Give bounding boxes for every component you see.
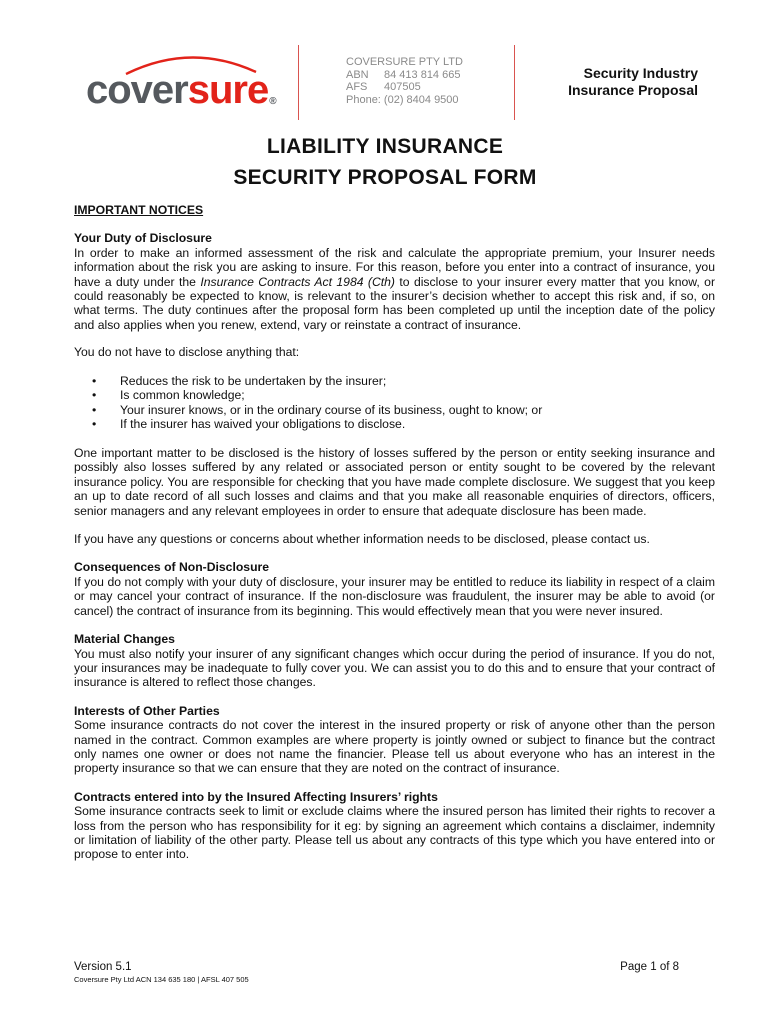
non-disclosure-body: If you do not comply with your duty of disclosure, your insurer may be entitled to reduce its liability in respect of a claim or may cancel your contract of insurance. If the non-disclosure was fraudulent, the insurer may be able to avoid (or cancel) the contract of insurance from its beginning. This would effectively mean that you were never insured. (74, 574, 715, 618)
insured-contracts-heading: Contracts entered into by the Insured Affecting Insurers’ rights (74, 789, 438, 804)
insured-contracts-body: Some insurance contracts seek to limit or exclude claims where the insured person has limited their rights to recover a loss from the person who has responsibility for it eg: by signing an agreement which contains a disclaimer, indemnity or limitation of liability of the other party. Please tell us about any contracts of this type which you have entered into or propose to enter into. (74, 804, 715, 862)
material-changes-body: You must also notify your insurer of any significant changes which occur during the period of insurance. If you do not, your insurances may be inadequate to fully cover you. We can assist you to do this and to ensure that your contract of insurance is altered to reflect those changes. (74, 646, 715, 690)
company-details (346, 56, 463, 106)
company-phone: Phone: (02) 8404 9500 (346, 93, 459, 106)
questions-paragraph: If you have any questions or concerns about whether information needs to be disclosed, please contact us. (74, 532, 650, 547)
form-title: LIABILITY INSURANCE SECURITY PROPOSAL FORM (233, 135, 537, 189)
important-notices-heading: IMPORTANT NOTICES (74, 203, 204, 217)
material-changes-heading: Material Changes (74, 632, 175, 647)
logo-registered-mark: ® (269, 96, 276, 107)
list-item: • Your insurer knows, or in the ordinary course of its business, ought to know; or (92, 402, 543, 417)
other-parties-body: Some insurance contracts do not cover the interest in the insured property or risk of anyone other than the person named in the contract. Common examples are where property is jointly owned or subject to finance but the contract only names one owner or does not name the financier. Please tell us about everyone who has an interest in the property insurance so that we can ensure that they are noted on the contract of insurance. (74, 718, 715, 776)
company-afs: AFS 407505 (346, 81, 421, 93)
loss-history-paragraph: One important matter to be disclosed is the history of losses suffered by the person or entity seeking insurance and possibly also losses suffered by any related or associated person or entity sought to be covered by the relevant insurance policy. You are responsible for checking that you have made complete disclosure. We suggest that you keep an up to date record of all such losses and claims and that you make all reasonable enquiries of directors, officers, senior managers and any relevant employees in order to ensure that adequate disclosure has been made. (74, 446, 715, 518)
duty-of-disclosure-heading: Your Duty of Disclosure (74, 231, 212, 246)
other-parties-heading: Interests of Other Parties (74, 703, 220, 718)
not-disclose-intro: You do not have to disclose anything that: (74, 345, 300, 360)
notices-content (74, 203, 715, 862)
header-divider-right (514, 45, 515, 120)
not-disclose-list (74, 374, 715, 432)
duty-of-disclosure-body: In order to make an informed assessment of the risk and calculate the appropriate premium, your Insurer needs information about the risk you are asking to insure. For this reason, before you enter into a contract of insurance, you have a duty under the Insurance Contracts Act 1984 (Cth) to disclose to your insurer every matter that you know, or could reasonably be expected to know, is relevant to the insurer’s decision whether to accept this risk and, if so, on what terms. The duty continues after the proposal form has been completed up until the inception date of the policy and also applies when you renew, extend, vary or reinstate a contract of insurance. (74, 245, 716, 332)
non-disclosure-heading: Consequences of Non-Disclosure (74, 560, 270, 575)
document-type-title: Security Industry Insurance Proposal (568, 65, 698, 98)
coversure-logo (86, 48, 296, 118)
logo-text-sure: sure (187, 68, 269, 112)
list-item: • Is common knowledge; (92, 388, 245, 403)
footer-legal: Coversure Pty Ltd ACN 134 635 180 | AFSL 407 505 (74, 975, 249, 984)
logo-text-cover: cover (86, 68, 188, 112)
list-item: • If the insurer has waived your obligations to disclose. (92, 417, 406, 432)
list-item: • Reduces the risk to be undertaken by the insurer; (92, 373, 387, 388)
page-number: Page 1 of 8 (620, 961, 679, 973)
header-divider-left (298, 45, 299, 120)
company-name: COVERSURE PTY LTD (346, 56, 463, 68)
footer-version: Version 5.1 Coversure Pty Ltd ACN 134 635 180 | AFSL 407 505 (74, 961, 249, 984)
company-abn: ABN 84 413 814 665 (346, 68, 461, 81)
